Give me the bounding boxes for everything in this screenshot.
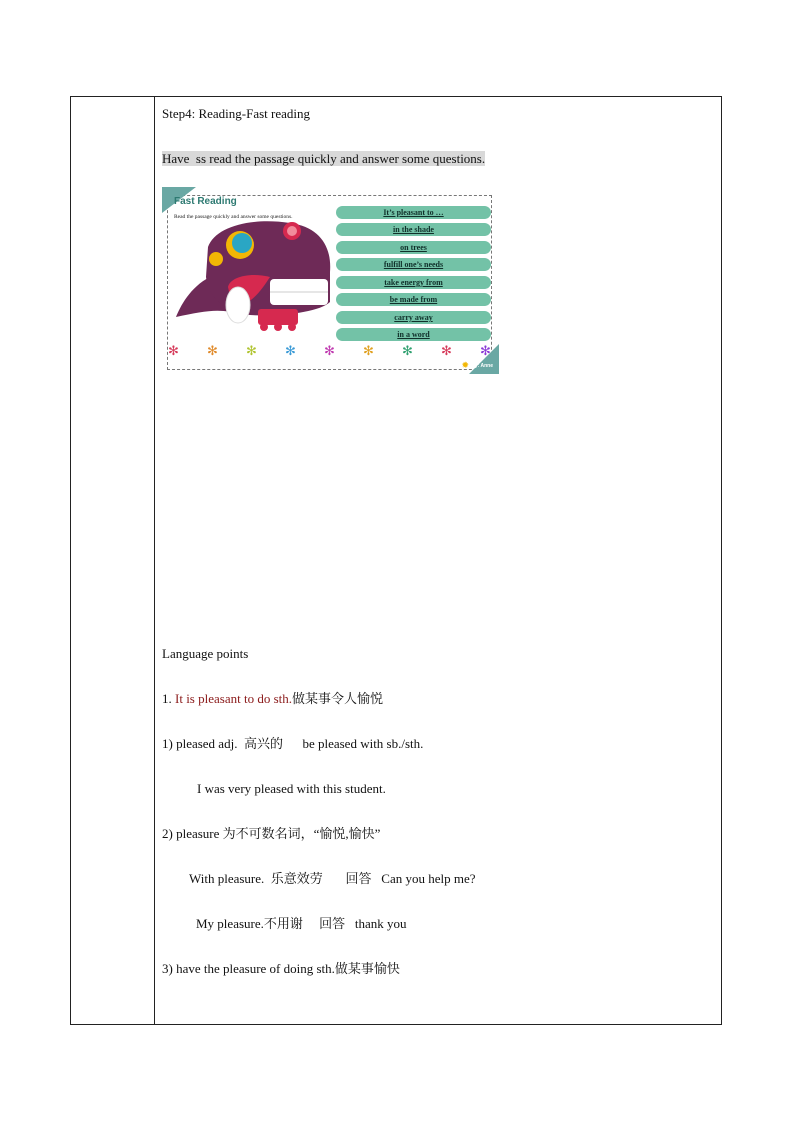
instruction-text — [162, 151, 485, 167]
flower-icon: ✻ — [402, 343, 413, 358]
phrase-pill: fulfill one’s needs — [336, 258, 491, 271]
slide-subtitle: Read the passage quickly and answer some questions. — [174, 214, 293, 220]
content-cell — [162, 97, 721, 1024]
sub-point-2-example-2: My pleasure.不用谢 回答 thank you — [196, 916, 407, 931]
flower-icon: ✻ — [441, 343, 452, 358]
point-1 — [162, 691, 383, 707]
language-points-heading: Language points — [162, 646, 249, 661]
phrase-pill: in a word — [336, 328, 491, 341]
lesson-table — [70, 96, 722, 1025]
slide-credit: By: Anne — [471, 363, 493, 369]
point-1-number: 1. — [162, 691, 175, 706]
point-1-meaning: 做某事令人愉悦 — [292, 691, 384, 706]
dinosaur-illustration — [170, 217, 340, 337]
phrase-pill: on trees — [336, 241, 491, 254]
sub-point-1-example: I was very pleased with this student. — [197, 781, 386, 796]
slide-title: Fast Reading — [174, 196, 237, 207]
flower-icon: ✻ — [285, 343, 296, 358]
sub-point-2-example-1: With pleasure. 乐意效劳 回答 Can you help me? — [189, 871, 476, 886]
sub-point-2: 2) pleasure 为不可数名词，“愉悦,愉快” — [162, 826, 381, 841]
phrase-pill: be made from — [336, 293, 491, 306]
flower-icon: ✻ — [168, 343, 179, 358]
flower-icon: ✻ — [480, 343, 491, 358]
sub-point-3: 3) have the pleasure of doing sth.做某事愉快 — [162, 961, 400, 976]
phrase-pill: in the shade — [336, 223, 491, 236]
phrase-pill: carry away — [336, 311, 491, 324]
sun-icon: ✹ — [461, 360, 469, 370]
instruction-highlight: Have ss read the passage quickly and answer some questions. — [162, 151, 486, 166]
flower-icon: ✻ — [246, 343, 257, 358]
phrase-pill: take energy from — [336, 276, 491, 289]
flower-icon: ✻ — [324, 343, 335, 358]
left-column — [71, 97, 155, 1024]
phrase-pill: It’s pleasant to … — [336, 206, 491, 219]
flower-icon: ✻ — [363, 343, 374, 358]
fast-reading-slide — [162, 187, 499, 374]
step-heading: Step4: Reading-Fast reading — [162, 106, 311, 121]
point-1-phrase: It is pleasant to do sth. — [175, 691, 292, 706]
flower-icon: ✻ — [207, 343, 218, 358]
sub-point-1: 1) pleased adj. 高兴的 be pleased with sb./sth. — [162, 736, 424, 751]
